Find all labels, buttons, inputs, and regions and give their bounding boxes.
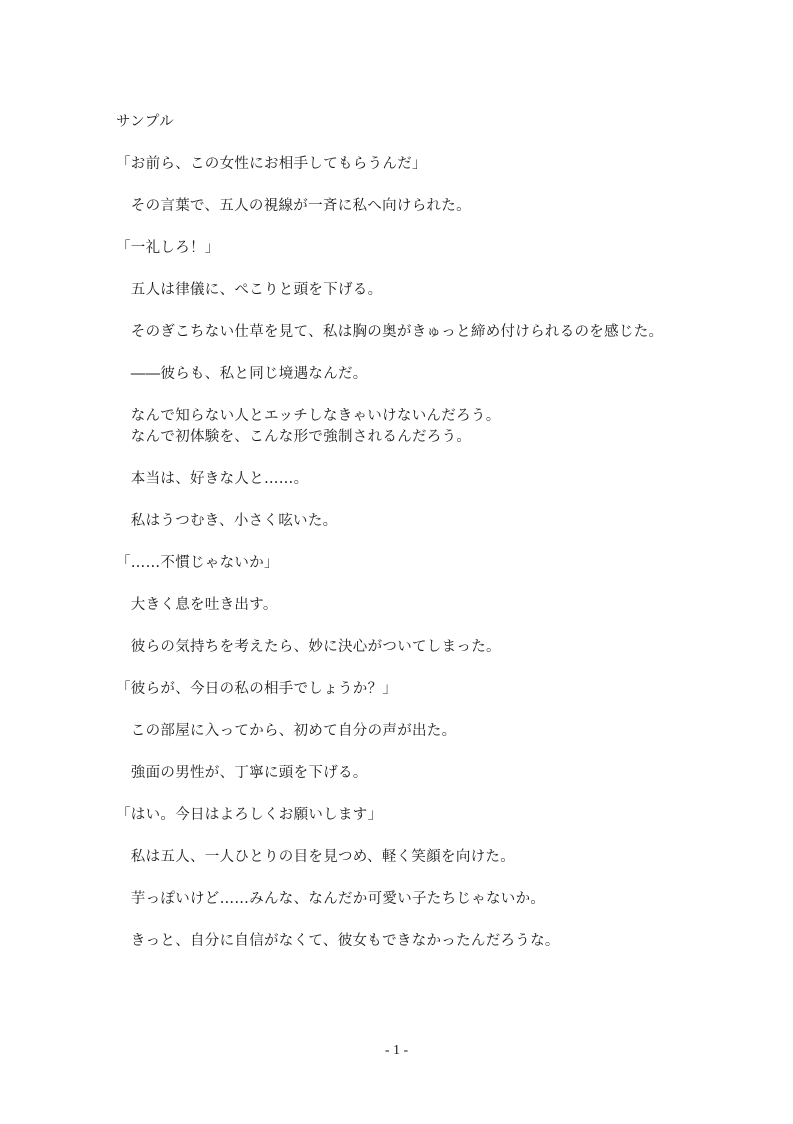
- blank-line: [116, 301, 736, 322]
- blank-line: [116, 133, 736, 154]
- blank-line: [116, 826, 736, 847]
- text-line: 私は五人、一人ひとりの目を見つめ、軽く笑顔を向けた。: [116, 849, 516, 865]
- text-line: 私はうつむき、小さく呟いた。: [116, 513, 338, 529]
- text-line: ――彼らも、私と同じ境遇なんだ。: [116, 366, 368, 382]
- blank-line: [116, 175, 736, 196]
- blank-line: [116, 742, 736, 763]
- body-text: [116, 112, 736, 952]
- blank-line: [116, 532, 736, 553]
- text-line: 本当は、好きな人と……。: [116, 471, 309, 487]
- text-line: 大きく息を吐き出す。: [116, 597, 278, 613]
- blank-line: [116, 784, 736, 805]
- blank-line: [116, 343, 736, 364]
- blank-line: [116, 385, 736, 406]
- text-line: そのぎこちない仕草を見て、私は胸の奥がきゅっと締め付けられるのを感じた。: [116, 324, 664, 340]
- text-line: サンプル: [116, 114, 174, 130]
- text-line: 芋っぽいけど……みんな、なんだか可愛い子たちじゃないか。: [116, 891, 546, 907]
- text-line: きっと、自分に自信がなくて、彼女もできなかったんだろうな。: [116, 933, 560, 949]
- blank-line: [116, 700, 736, 721]
- blank-line: [116, 616, 736, 637]
- text-line: 五人は律儀に、ぺこりと頭を下げる。: [116, 282, 383, 298]
- text-line: 「……不慣じゃないか」: [116, 555, 279, 571]
- blank-line: [116, 490, 736, 511]
- blank-line: [116, 448, 736, 469]
- blank-line: [116, 868, 736, 889]
- text-line: この部屋に入ってから、初めて自分の声が出た。: [116, 723, 457, 739]
- text-line: なんで知らない人とエッチしなきゃいけないんだろう。: [116, 408, 501, 424]
- blank-line: [116, 259, 736, 280]
- blank-line: [116, 574, 736, 595]
- text-line: 「彼らが、今日の私の相手でしょうか？」: [116, 681, 398, 697]
- blank-line: [116, 658, 736, 679]
- page-number: - 1 -: [384, 1043, 409, 1058]
- text-line: 強面の男性が、丁寧に頭を下げる。: [116, 765, 368, 781]
- text-line: 「一礼しろ！」: [116, 240, 220, 256]
- text-line: その言葉で、五人の視線が一斉に私へ向けられた。: [116, 198, 471, 214]
- blank-line: [116, 217, 736, 238]
- text-line: 彼らの気持ちを考えたら、妙に決心がついてしまった。: [116, 639, 501, 655]
- text-line: 「はい。今日はよろしくお願いします」: [116, 807, 383, 823]
- text-line: 「お前ら、この女性にお相手してもらうんだ」: [116, 156, 427, 172]
- text-line: なんで初体験を、こんな形で強制されるんだろう。: [116, 429, 472, 445]
- blank-line: [116, 910, 736, 931]
